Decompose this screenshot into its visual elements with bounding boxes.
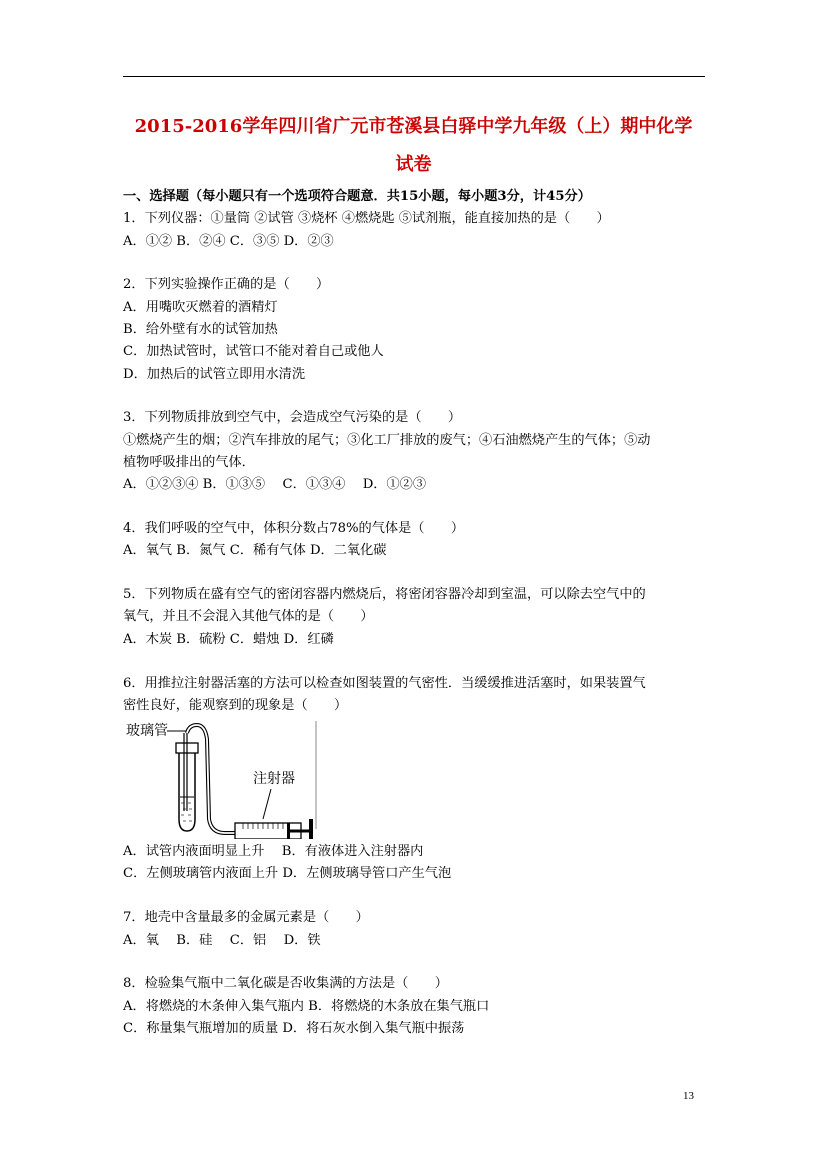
syringe-pointer xyxy=(263,789,271,819)
question-1-options: A．①② B．②④ C．③⑤ D．②③ xyxy=(123,233,334,249)
syringe-label: 注射器 xyxy=(253,771,295,788)
question-3-text-line2: ①燃烧产生的烟；②汽车排放的尾气；③化工厂排放的废气；④石油燃烧产生的气体；⑤动 xyxy=(123,432,651,448)
page-number: 13 xyxy=(683,1090,694,1102)
question-2-option-a: A．用嘴吹灭燃着的酒精灯 xyxy=(123,299,278,315)
syringe-plunger-seal xyxy=(287,823,290,839)
rubber-hose xyxy=(187,725,235,833)
question-1-stem: 1．下列仪器：①量筒 ②试管 ③烧杯 ④燃烧匙 ⑤试剂瓶，能直接加热的是（ ） xyxy=(123,211,610,227)
exam-content xyxy=(123,186,713,1040)
question-6-stem: 6．用推拉注射器活塞的方法可以检查如图装置的气密性．当缓缓推进活塞时，如果装置气 xyxy=(123,675,646,691)
header-rule xyxy=(123,76,705,77)
question-2-option-d: D．加热后的试管立即用水清洗 xyxy=(123,366,306,382)
glass-tube-label: 玻璃管 xyxy=(126,723,168,740)
section-heading: 一、选择题（每小题只有一个选项符合题意．共15小题，每小题3分，计45分） xyxy=(123,189,591,204)
question-5-options: A．木炭 B．硫粉 C．蜡烛 D．红磷 xyxy=(123,631,334,647)
question-5-text-line2: 氧气，并且不会混入其他气体的是（ ） xyxy=(123,609,374,625)
airtightness-apparatus-diagram xyxy=(123,719,323,839)
question-6-text-line2: 密性良好，能观察到的现象是（ ） xyxy=(123,697,348,713)
question-2-option-b: B．给外壁有水的试管加热 xyxy=(123,321,278,337)
rubber-hose-inner xyxy=(187,725,235,833)
question-3-stem: 3．下列物质排放到空气中，会造成空气污染的是（ ） xyxy=(123,410,462,426)
question-8-options-cd: C．称量集气瓶增加的质量 D．将石灰水倒入集气瓶中振荡 xyxy=(123,1020,465,1036)
apparatus-figure xyxy=(123,719,713,839)
question-6-options-cd: C．左侧玻璃管内液面上升 D．左侧玻璃导管口产生气泡 xyxy=(123,866,452,882)
exam-title-line1: 2015-2016学年四川省广元市苍溪县白驿中学九年级（上）期中化学 xyxy=(134,116,693,137)
question-3-options: A．①②③④ B．①③⑤ C．①③④ D．①②③ xyxy=(123,477,427,493)
exam-title-line2: 试卷 xyxy=(395,154,432,175)
question-7-options: A．氧 B．硅 C．铝 D．铁 xyxy=(123,932,321,948)
syringe-plunger-handle xyxy=(309,819,313,839)
question-8-options-ab: A．将燃烧的木条伸入集气瓶内 B．将燃烧的木条放在集气瓶口 xyxy=(123,998,490,1014)
question-5-stem: 5．下列物质在盛有空气的密闭容器内燃烧后，将密闭容器冷却到室温，可以除去空气中的 xyxy=(123,587,646,603)
question-4-stem: 4．我们呼吸的空气中，体积分数占78%的气体是（ ） xyxy=(123,521,465,537)
question-7-stem: 7．地壳中含量最多的金属元素是（ ） xyxy=(123,910,369,926)
question-8-stem: 8．检验集气瓶中二氧化碳是否收集满的方法是（ ） xyxy=(123,976,448,992)
question-4-options: A．氧气 B．氮气 C．稀有气体 D．二氧化碳 xyxy=(123,543,387,559)
question-3-text-line3: 植物呼吸排出的气体． xyxy=(123,454,255,470)
question-6-options-ab: A．试管内液面明显上升 B．有液体进入注射器内 xyxy=(123,844,424,860)
question-2-stem: 2．下列实验操作正确的是（ ） xyxy=(123,277,330,293)
question-2-option-c: C．加热试管时，试管口不能对着自己或他人 xyxy=(123,344,384,360)
